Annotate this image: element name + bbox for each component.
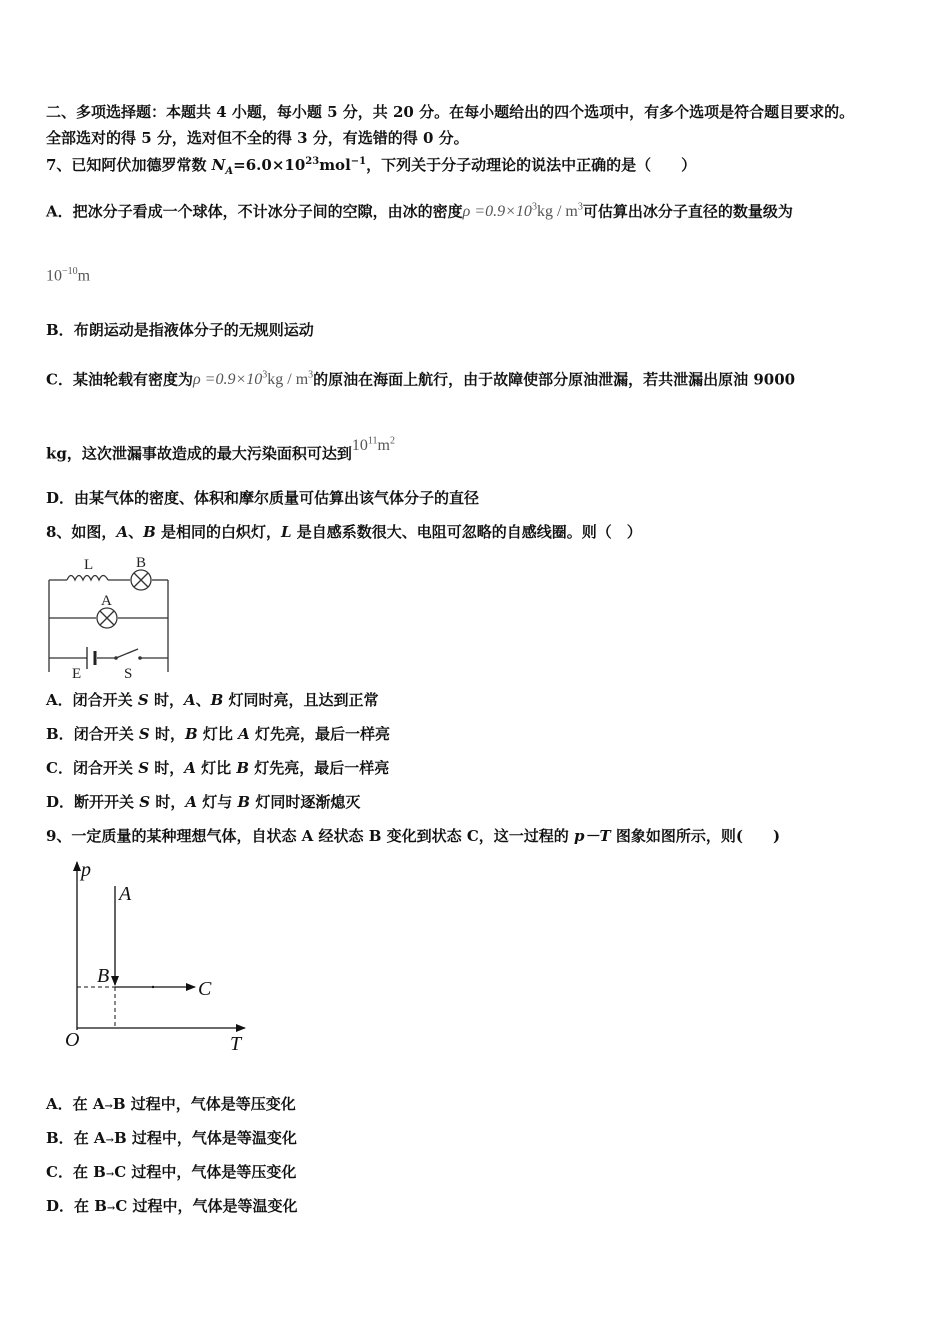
q9-option-b: B．在 A→B 过程中，气体是等温变化 [46,1129,297,1147]
label-p: p [81,859,91,881]
lamp-a-icon [97,608,117,628]
q8-circuit-diagram [40,550,180,682]
q7-option-d: D．由某气体的密度、体积和摩尔质量可估算出该气体分子的直径 [46,489,480,507]
label-l: L [84,557,94,573]
label-state-c: C [198,978,212,1000]
label-state-b: B [97,965,110,987]
q7-c-density: $\rho =0.9\times 10^3kg / m^3$ [192,370,314,389]
q7-a-answer: $10^{-10}m$ [46,266,91,285]
q8-option-b: B．闭合开关 S 时，B 灯比 A 灯先亮，最后一样亮 [46,725,391,743]
q7-c-area: $10^{11}m^2$ [351,436,395,455]
q8-stem: 8、如图，A、B 是相同的白炽灯，L 是自感系数很大、电阻可忽略的自感线圈。则（ ） [46,523,642,541]
q8-option-c: C．闭合开关 S 时，A 灯比 B 灯先亮，最后一样亮 [46,759,390,777]
label-t: T [230,1033,242,1055]
q9-stem: 9、一定质量的某种理想气体，自状态 A 经状态 B 变化到状态 C，这一过程的 p－T 图象如图所示，则( ) [46,827,781,845]
section-header-line2: 全部选对的得 5 分，选对但不全的得 3 分，有选错的得 0 分。 [46,129,469,147]
q7-stem: 7、已知阿伏加德罗常数 $N_A=6.0\times 10^{23}mol^{-1}$，下列关于分子动理论的说法中正确的是（ ） [46,156,697,177]
battery-icon [87,647,95,669]
label-b: B [136,555,147,571]
label-o: O [65,1029,80,1051]
label-state-a: A [119,883,132,905]
label-s: S [124,666,133,682]
q7-option-b: B．布朗运动是指液体分子的无规则运动 [46,321,314,339]
switch-pivot [114,656,118,660]
switch-contact [138,656,142,660]
section-header-line1: 二、多项选择题：本题共 4 小题，每小题 5 分，共 20 分。在每小题给出的四个选项中，有多个选项是符合题目要求的。 [46,103,855,121]
q7-option-c-cont: kg，这次泄漏事故造成的最大污染面积可达到$10^{11}m^2$ [46,436,395,463]
label-a: A [101,593,112,609]
q9-option-a: A．在 A→B 过程中，气体是等压变化 [46,1095,296,1113]
q8-option-a: A．闭合开关 S 时，A、B 灯同时亮，且达到正常 [46,691,379,709]
lamp-b-icon [131,570,151,590]
q7-option-c: C．某油轮载有密度为$\rho =0.9\times 10^3kg / m^3$的原油在海面上航行，由于故障使部分原油泄漏，若共泄漏出原油 9000 [46,370,796,389]
q8-option-d: D．断开开关 S 时，A 灯与 B 灯同时逐渐熄灭 [46,793,361,811]
q9-option-d: D．在 B→C 过程中，气体是等温变化 [46,1197,298,1215]
q9-pt-graph [55,852,255,1058]
q7-option-a: A．把冰分子看成一个球体，不计冰分子间的空隙，由冰的密度$\rho =0.9\times 10^3kg / m^3$可估算出冰分子直径的数量级为 [46,202,793,221]
mid-dot [152,986,154,988]
label-e: E [72,666,82,682]
q7-a-density: $\rho =0.9\times 10^3kg / m^3$ [462,202,583,221]
q9-option-c: C．在 B→C 过程中，气体是等压变化 [46,1163,297,1181]
